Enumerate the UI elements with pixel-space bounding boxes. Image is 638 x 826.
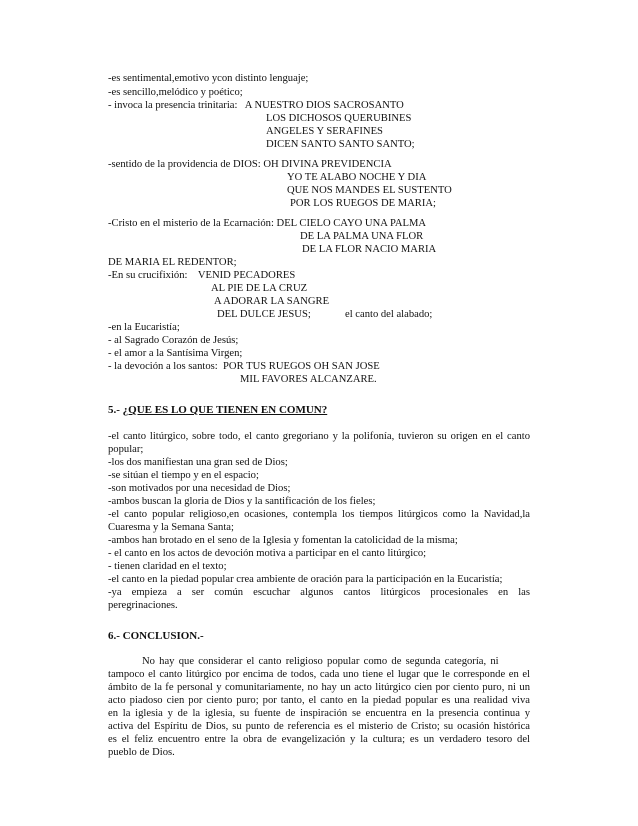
text-line: - invoca la presencia trinitaria: A NUESTRO DIOS SACROSANTO [108, 100, 404, 111]
text-line: peregrinaciones. [108, 600, 178, 611]
section-heading: 6.- CONCLUSION.- [108, 630, 204, 642]
text-line: -ambos buscan la gloria de Dios y la santificación de los fieles; [108, 496, 376, 507]
text-line: - el canto en los actos de devoción motiva a participar en el canto litúrgico; [108, 548, 427, 559]
text-line: -ambos han brotado en el seno de la Iglesia y fomentan la catolicidad de la misma; [108, 535, 458, 546]
section-heading: 5.- ¿QUE ES LO QUE TIENEN EN COMUN? [108, 404, 328, 416]
verse-line: A ADORAR LA SANGRE [214, 296, 330, 307]
text-line: No hay que considerar el canto religioso popular como de segunda categoría, ni [108, 656, 499, 667]
text-line: - al Sagrado Corazón de Jesús; [108, 335, 239, 346]
text-line: -Cristo en el misterio de la Ecarnación: DEL CIELO CAYO UNA PALMA [108, 218, 427, 229]
text-line: -En su crucifixión: VENID PECADORES [108, 270, 296, 281]
text-line: -los dos manifiestan una gran sed de Dios; [108, 457, 288, 468]
text-line: Cuaresma y la Semana Santa; [108, 522, 234, 533]
text-line: en la iglesia y de la iglesia, su fuente de inspiración se encuentra en la presencia continua y [108, 708, 530, 719]
text-line: - la devoción a los santos: POR TUS RUEGOS OH SAN JOSE [108, 361, 380, 372]
verse-line: POR LOS RUEGOS DE MARIA; [290, 198, 436, 209]
verse-line: QUE NOS MANDES EL SUSTENTO [287, 185, 452, 196]
text-line: ámbito de la fe personal y comunitariamente, no hay un acto litúrgico cien por ciento puro, ni un [108, 682, 530, 693]
text-line: -ya empieza a ser común escuchar algunos cantos litúrgicos procesionales en las [108, 587, 530, 598]
verse-line: DE MARIA EL REDENTOR; [108, 257, 237, 268]
text-line: acto piadoso cien por ciento puro; por tanto, el canto en la piedad popular es una realidad viva [108, 695, 530, 706]
verse-line: LOS DICHOSOS QUERUBINES [266, 113, 412, 124]
text-line: - el amor a la Santísima Virgen; [108, 348, 243, 359]
verse-line: DE LA PALMA UNA FLOR [300, 231, 424, 242]
text-line: -se sitúan el tiempo y en el espacio; [108, 470, 259, 481]
text-line: -el canto litúrgico, sobre todo, el canto gregoriano y la polifonía, tuvieron su origen en el canto [108, 431, 530, 442]
verse-line: ANGELES Y SERAFINES [266, 126, 383, 137]
verse-line: AL PIE DE LA CRUZ [211, 283, 308, 294]
text-line: popular; [108, 444, 144, 455]
verse-line: DICEN SANTO SANTO SANTO; [266, 139, 415, 150]
text-line: -sentido de la providencia de DIOS: OH DIVINA PREVIDENCIA [108, 159, 392, 170]
text-line: tampoco el canto litúrgico por encima de todos, cada uno tiene el lugar que le corresponde en el [108, 669, 530, 680]
text-line: es el feliz encuentro entre la obra de evangelización y la cultura; es un verdadero tesoro del [108, 734, 530, 745]
text-line: - tienen claridad en el texto; [108, 561, 227, 572]
verse-line: DEL DULCE JESUS; [217, 309, 311, 320]
verse-line: DE LA FLOR NACIO MARIA [302, 244, 437, 255]
text-line: el canto del alabado; [345, 309, 433, 320]
text-line: -el canto en la piedad popular crea ambiente de oración para la participación en la Eucaristía; [108, 574, 503, 585]
text-line: -son motivados por una necesidad de Dios; [108, 483, 291, 494]
text-line: -es sentimental,emotivo ycon distinto lenguaje; [108, 73, 309, 84]
text-line: -es sencillo,melódico y poético; [108, 87, 243, 98]
text-line: -el canto popular religioso,en ocasiones, contempla los tiempos litúrgicos como la Navidad,la [108, 509, 530, 520]
text-line: activa del Espíritu de Dios, su punto de referencia es el misterio de Cristo; su ocasión histórica [108, 721, 530, 732]
text-line: -en la Eucaristía; [108, 322, 180, 333]
text-line: pueblo de Dios. [108, 747, 175, 758]
verse-line: MIL FAVORES ALCANZARE. [240, 374, 377, 385]
verse-line: YO TE ALABO NOCHE Y DIA [287, 172, 427, 183]
